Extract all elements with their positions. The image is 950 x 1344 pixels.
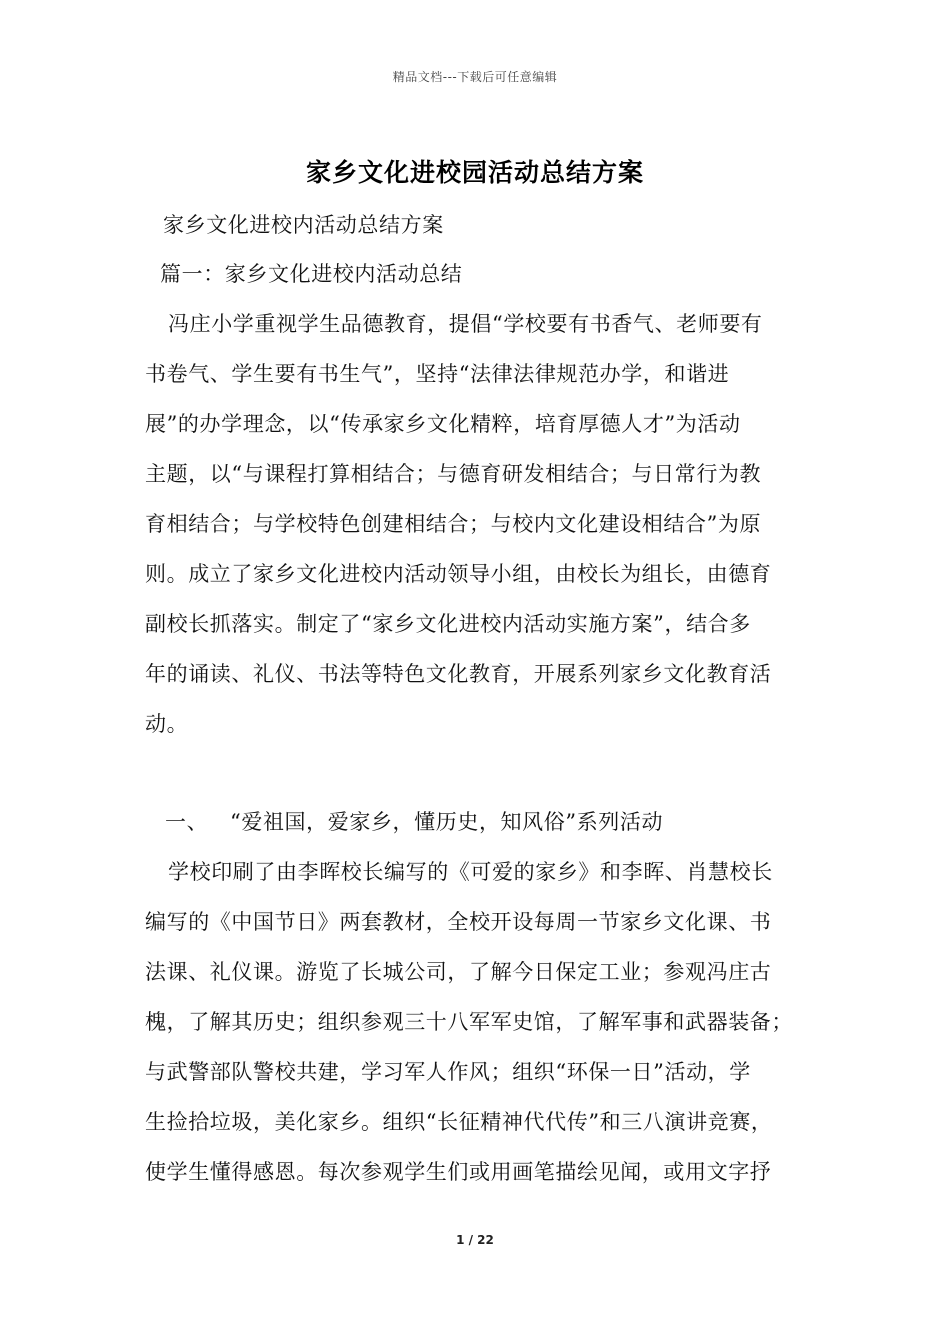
document-title: 家乡文化进校园活动总结方案 [305,158,644,187]
paragraph-line: 法课、礼仪课。游览了长城公司，了解今日保定工业；参观冯庄古 [145,960,772,984]
paragraph-line: 编写的《中国节日》两套教材，全校开设每周一节家乡文化课、书 [145,910,772,934]
paragraph-line: 主题，以“与课程打算相结合；与德育研发相结合；与日常行为教 [145,462,762,486]
paragraph-line: 学校印刷了由李晖校长编写的《可爱的家乡》和李晖、肖慧校长 [168,860,773,884]
paragraph-line: 书卷气、学生要有书生气”，坚持“法律法律规范办学，和谐进 [145,362,730,386]
paragraph-line: 动。 [145,712,189,736]
paragraph-line: 槐，了解其历史；组织参观三十八军军史馆，了解军事和武器装备； [145,1010,793,1034]
header-note: 精品文档---下载后可任意编辑 [392,70,558,84]
section-heading: 篇一：家乡文化进校内活动总结 [160,262,463,286]
paragraph-line: 展”的办学理念，以“传承家乡文化精粹，培育厚德人才”为活动 [145,412,741,436]
paragraph-line: 则。成立了家乡文化进校内活动领导小组，由校长为组长，由德育 [145,562,772,586]
paragraph-line: 生捡拾垃圾，美化家乡。组织“长征精神代代传”和三八演讲竞赛， [145,1110,773,1134]
paragraph-line: 使学生懂得感恩。每次参观学生们或用画笔描绘见闻，或用文字抒 [145,1160,772,1184]
paragraph-line: 与武警部队警校共建，学习军人作风；组织“环保一日”活动，学 [145,1060,751,1084]
page-indicator: 1 / 22 [456,1233,494,1247]
paragraph-line: 育相结合；与学校特色创建相结合；与校内文化建设相结合”为原 [145,512,762,536]
paragraph-line: 副校长抓落实。制定了“家乡文化进校内活动实施方案”，结合多 [145,612,751,636]
paragraph-line: 年的诵读、礼仪、书法等特色文化教育，开展系列家乡文化教育活 [145,662,772,686]
paragraph-line: 冯庄小学重视学生品德教育，提倡“学校要有书香气、老师要有 [168,312,763,336]
document-subtitle: 家乡文化进校内活动总结方案 [163,213,444,237]
activity-heading: 一、 “爱祖国，爱家乡，懂历史，知风俗”系列活动 [165,810,664,834]
